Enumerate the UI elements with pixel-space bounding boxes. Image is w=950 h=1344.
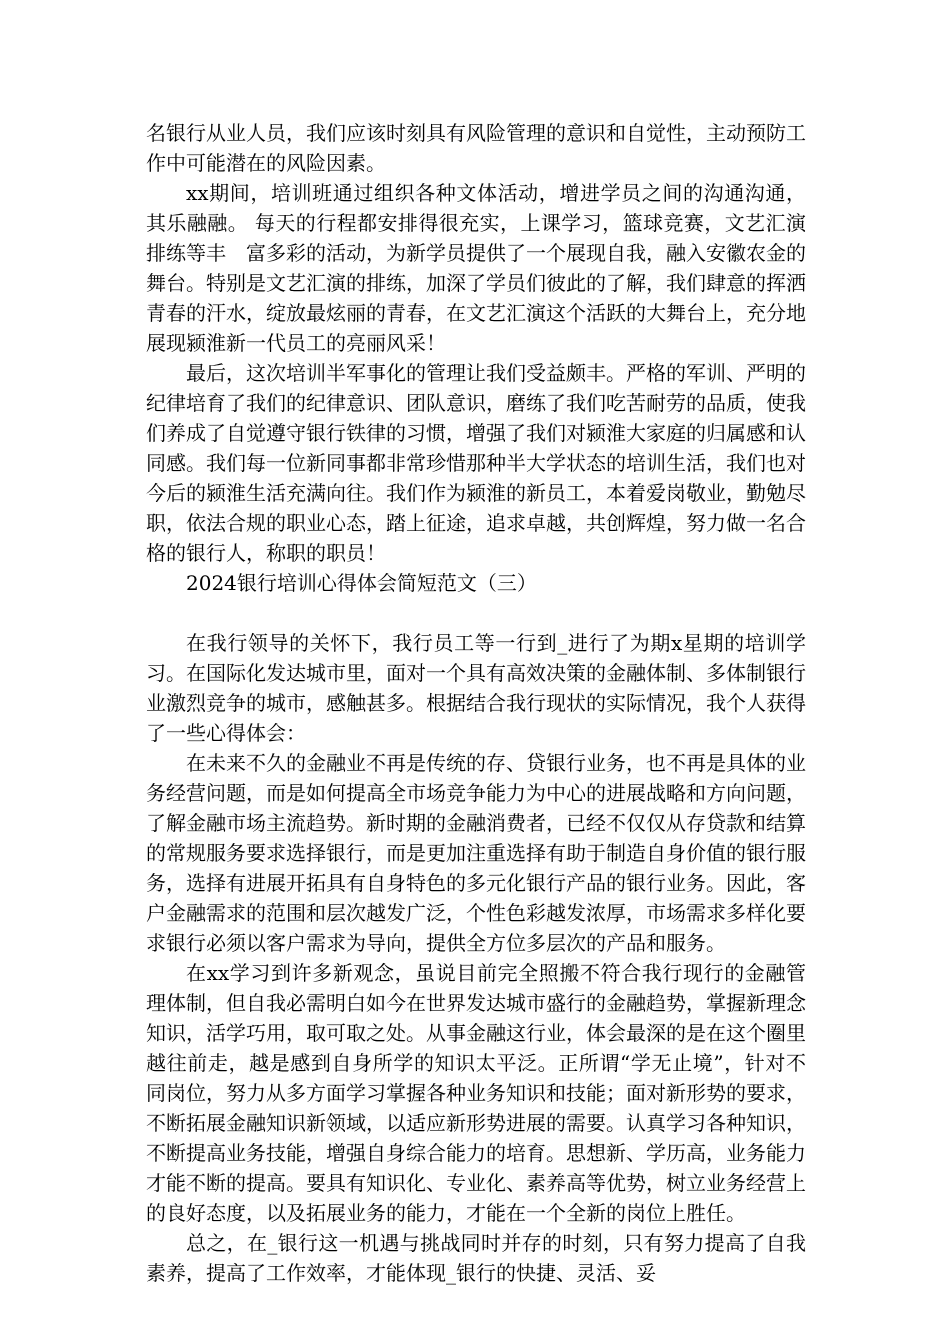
document-body (146, 118, 806, 1288)
paragraph-6: 在xx学习到许多新观念，虽说目前完全照搬不符合我行现行的金融管理体制，但自我必需明白如今在世界发达城市盛行的金融趋势，掌握新理念知识，活学巧用，取可取之处。从事金融这行业，体会最深的是在这个圈里越往前走，越是感到自身所学的知识太平泛。正所谓“学无止境”，针对不同岗位，努力从多方面学习掌握各种业务知识和技能；面对新形势的要求，不断拓展金融知识新领域，以适应新形势进展的需要。认真学习各种知识，不断提高业务技能，增强自身综合能力的培育。思想新、学历高，业务能力才能不断的提高。要具有知识化、专业化、素养高等优势，树立业务经营上的良好态度，以及拓展业务的能力，才能在一个全新的岗位上胜任。 (146, 961, 806, 1225)
blank-line (146, 598, 806, 628)
paragraph-2: xx期间，培训班通过组织各种文体活动，增进学员之间的沟通沟通，其乐融融。 每天的行程都安排得很充实，上课学习，篮球竞赛，文艺汇演排练等丰 富多彩的活动，为新学员提供了一个展现自我，融入安徽农金的舞台。特别是文艺汇演的排练，加深了学员们彼此的了解，我们肆意的挥洒青春的汗水，绽放最炫丽的青春，在文艺汇演这个活跃的大舞台上，充分地展现颍淮新一代员工的亮丽风采！ (146, 181, 806, 355)
paragraph-1: 名银行从业人员，我们应该时刻具有风险管理的意识和自觉性，主动预防工作中可能潜在的风险因素。 (146, 121, 806, 175)
paragraph-4: 在我行领导的关怀下，我行员工等一行到_进行了为期x星期的培训学习。在国际化发达城市里，面对一个具有高效决策的金融体制、多体制银行业激烈竞争的城市，感触甚多。根据结合我行现状的实际情况，我个人获得了一些心得体会： (146, 631, 806, 745)
paragraph-7: 总之，在_银行这一机遇与挑战同时并存的时刻，只有努力提高了自我素养，提高了工作效率，才能体现_银行的快捷、灵活、妥 (146, 1231, 806, 1285)
paragraph-5: 在未来不久的金融业不再是传统的存、贷银行业务，也不再是具体的业务经营问题，而是如何提高全市场竞争能力为中心的进展战略和方向问题，了解金融市场主流趋势。新时期的金融消费者，已经不仅仅从存贷款和结算的常规服务要求选择银行，而是更加注重选择有助于制造自身价值的银行服务，选择有进展开拓具有自身特色的多元化银行产品的银行业务。因此，客户金融需求的范围和层次越发广泛，个性色彩越发浓厚，市场需求多样化要求银行必须以客户需求为导向，提供全方位多层次的产品和服务。 (146, 751, 806, 955)
paragraph-3: 最后，这次培训半军事化的管理让我们受益颇丰。严格的军训、严明的纪律培育了我们的纪律意识、团队意识，磨练了我们吃苦耐劳的品质，使我们养成了自觉遵守银行铁律的习惯，增强了我们对颍淮大家庭的归属感和认同感。我们每一位新同事都非常珍惜那种半大学状态的培训生活，我们也对今后的颍淮生活充满向往。我们作为颍淮的新员工，本着爱岗敬业，勤勉尽职，依法合规的职业心态，踏上征途，追求卓越，共创辉煌，努力做一名合格的银行人，称职的职员！ (146, 361, 806, 565)
section-heading: 2024银行培训心得体会简短范文（三） (186, 571, 537, 595)
